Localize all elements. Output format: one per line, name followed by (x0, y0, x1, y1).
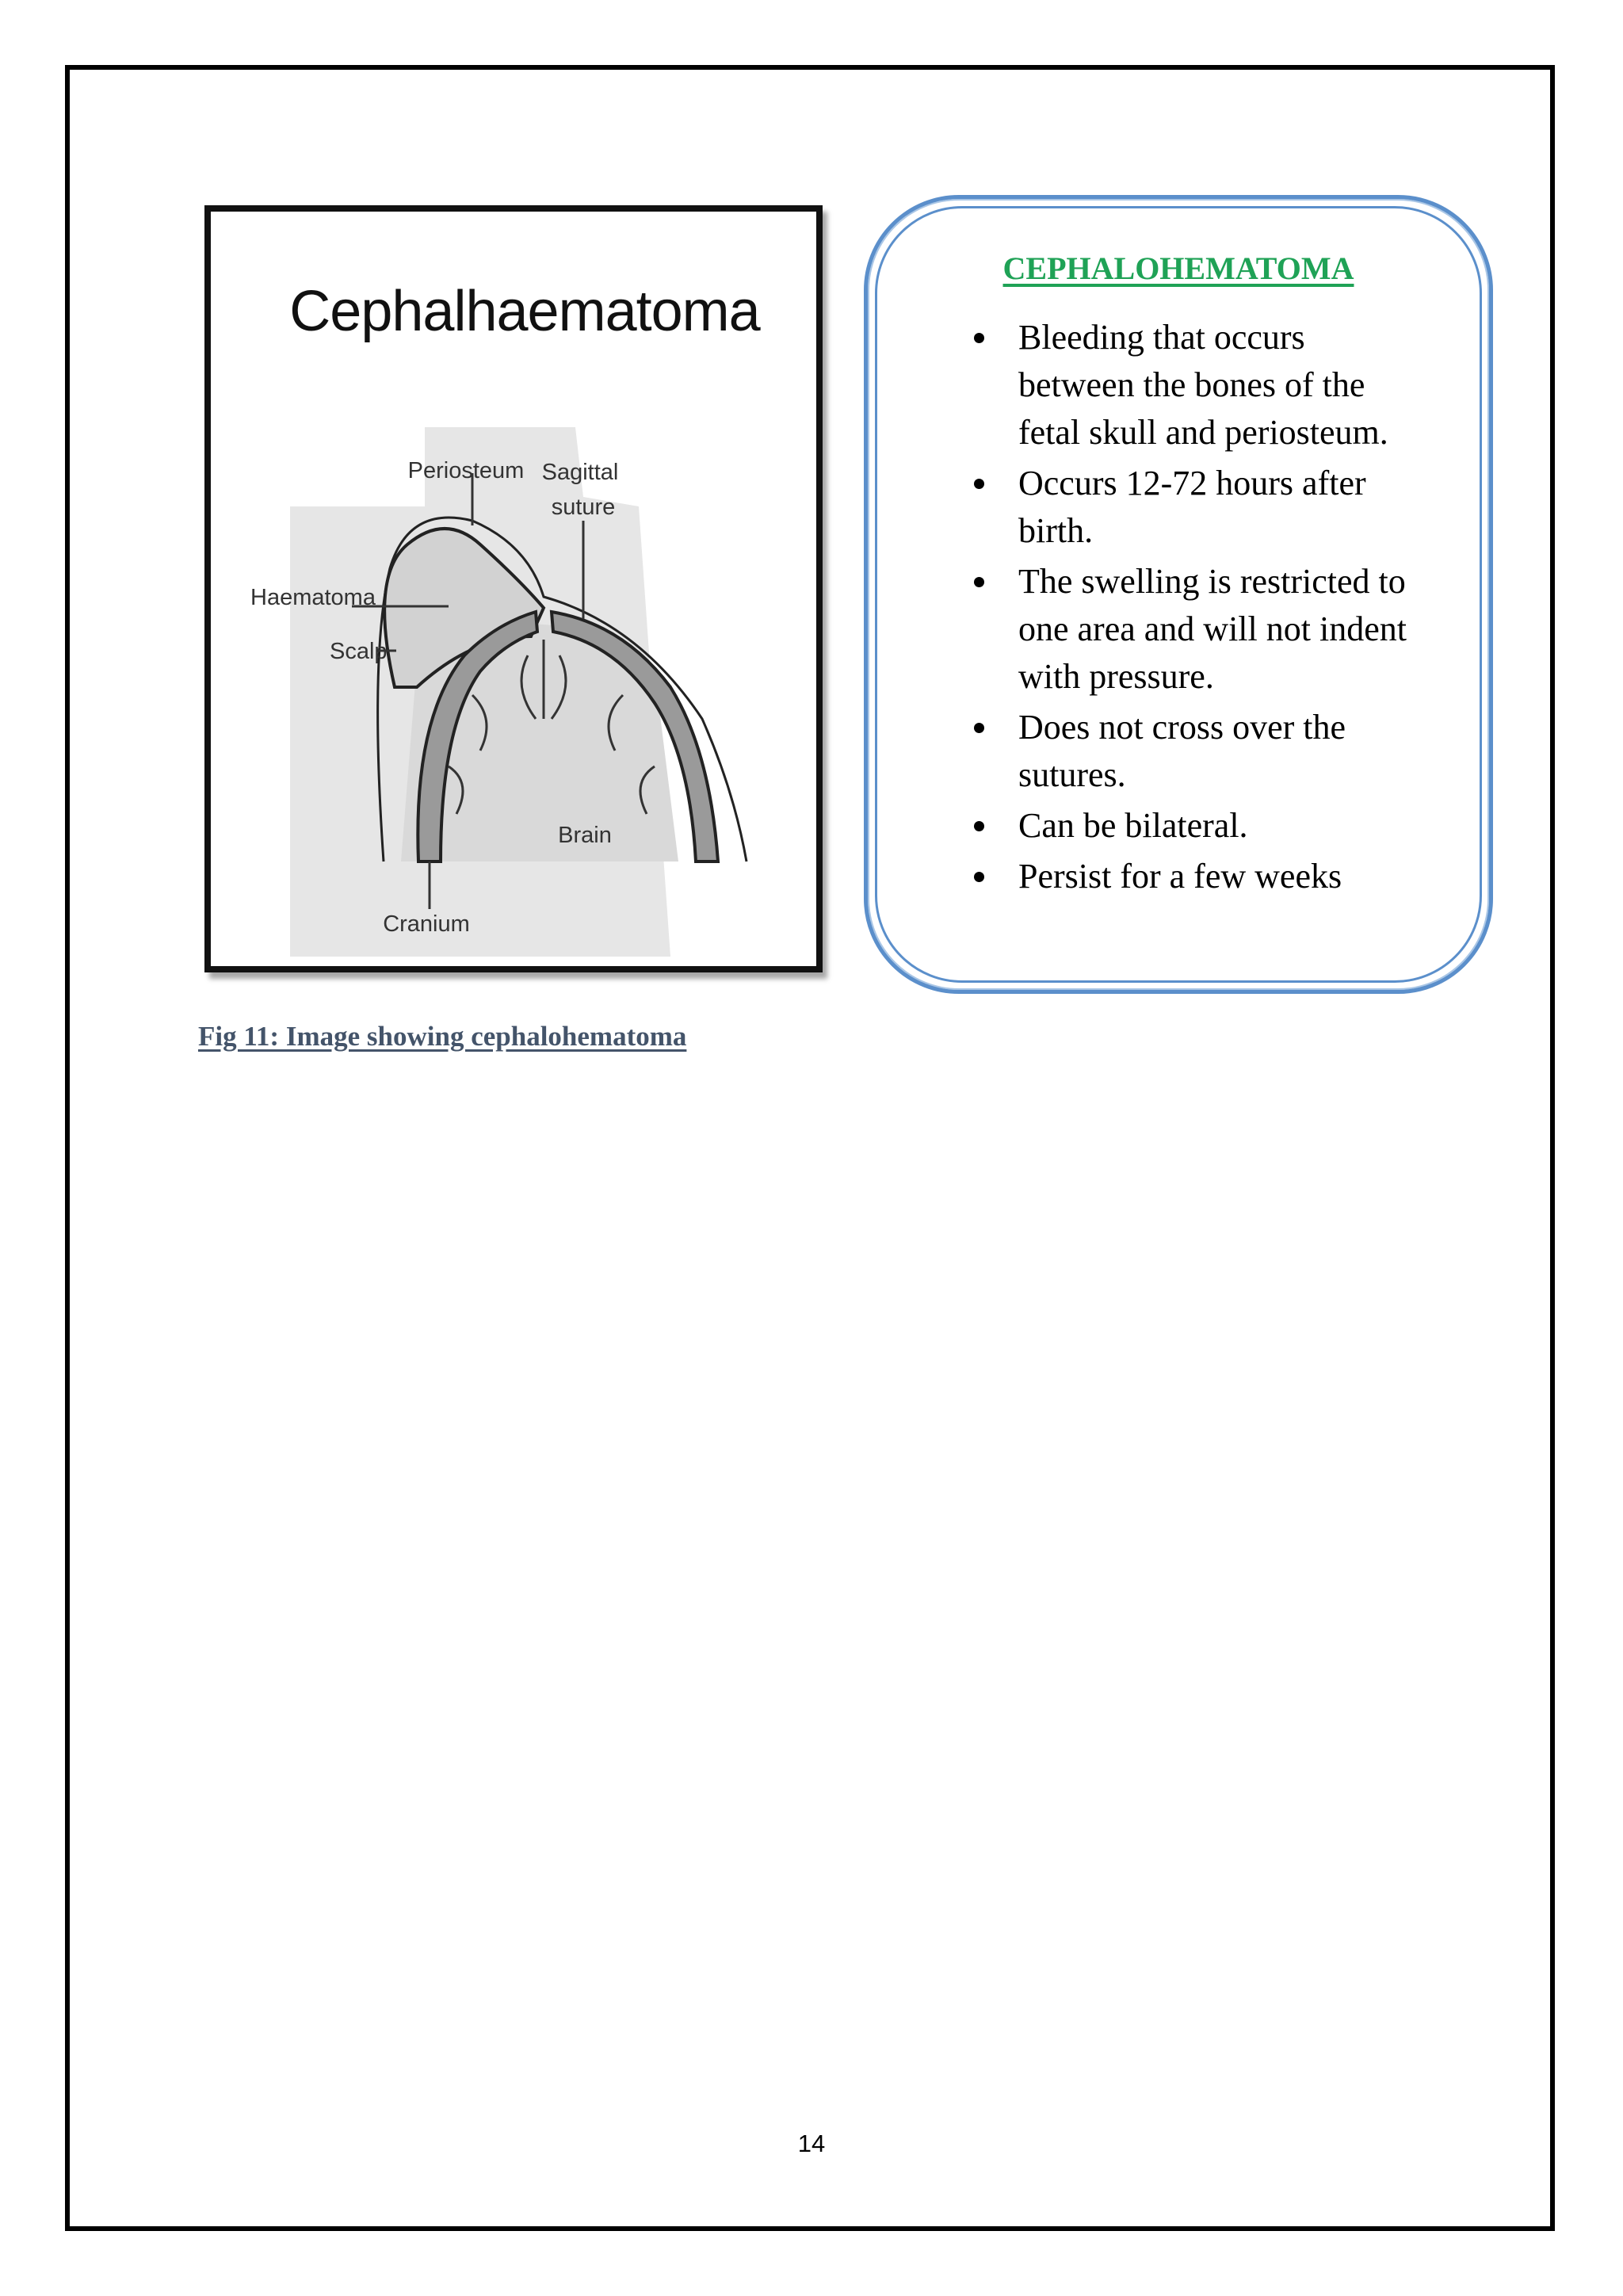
bullet-item: Bleeding that occurs between the bones of the fetal skull and periosteum. (971, 314, 1415, 457)
bullet-item: Persist for a few weeks (971, 853, 1415, 900)
info-callout-box (864, 195, 1493, 994)
page-number: 14 (797, 2130, 826, 2157)
info-bullet-list (971, 314, 1415, 904)
label-brain: Brain (558, 823, 612, 848)
bullet-item: The swelling is restricted to one area and will not indent with pressure. (971, 558, 1415, 701)
info-title: CEPHALOHEMATOMA (1002, 250, 1354, 286)
cephalhaematoma-figure (204, 205, 823, 972)
bullet-item: Can be bilateral. (971, 802, 1415, 850)
cephalhaematoma-diagram (211, 212, 816, 966)
figure-caption: Fig 11: Image showing cephalohematoma (198, 1021, 687, 1052)
figure-title: Cephalhaematoma (289, 280, 760, 343)
label-sagittal-line2: suture (551, 495, 616, 520)
label-cranium: Cranium (383, 911, 470, 937)
label-scalp: Scalp (330, 639, 388, 664)
label-periosteum: Periosteum (407, 458, 525, 483)
label-sagittal-line1: Sagittal (541, 460, 619, 485)
bullet-item: Does not cross over the sutures. (971, 704, 1415, 799)
bullet-item: Occurs 12-72 hours after birth. (971, 460, 1415, 555)
label-haematoma: Haematoma (250, 585, 376, 610)
